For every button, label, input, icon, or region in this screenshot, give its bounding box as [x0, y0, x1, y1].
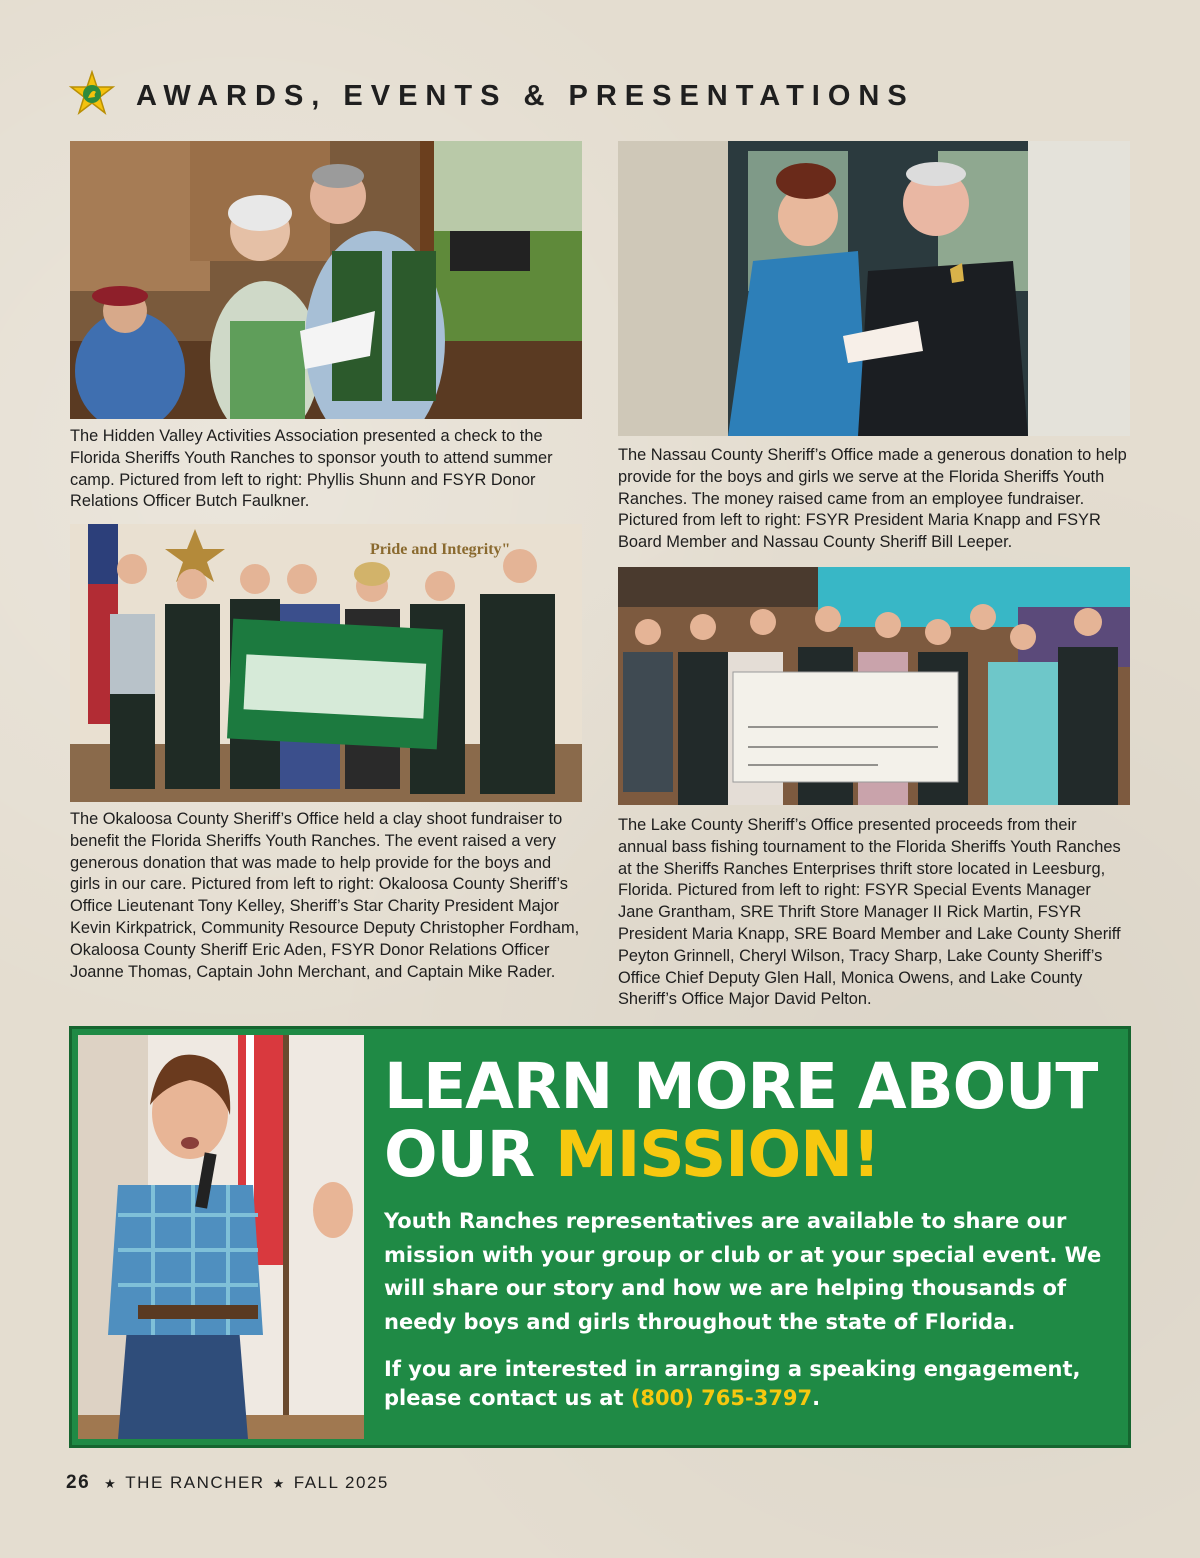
okaloosa-photo: [70, 524, 582, 802]
page-number: 26: [66, 1472, 91, 1493]
contact-prefix: If you are interested in arranging a speaking engagement, please contact us at: [384, 1357, 1081, 1410]
okaloosa-caption: The Okaloosa County Sheriff’s Office held a clay shoot fundraiser to benefit the Florida Sheriffs Youth Ranches. The event raised a very generous donation that was made to help provide for the boys and girls in our care. Pictured from left to right: Okaloosa County Sheriff’s Office Lieutenant Tony Kelley, Sheriff’s Star Charity President Major Kevin Kirkpatrick, Community Resource Deputy Christopher Fordham, Okaloosa County Sheriff Eric Aden, FSYR Donor Relations Officer Joanne Thomas, Captain John Merchant, and Captain Mike Rader.: [70, 810, 580, 981]
page-header: [66, 70, 915, 120]
banner-heading: [384, 1050, 1124, 1191]
mission-banner: [69, 1026, 1131, 1448]
sheriff-star-logo-icon: [66, 70, 118, 120]
nassau-caption: The Nassau County Sheriff’s Office made a generous donation to help provide for the boys and girls we serve at the Florida Sheriffs Youth Ranches. The money raised came from an employee fundraiser. Pictured from left to right: FSYR President Maria Knapp and FSYR Board Member and Nassau County Sheriff Bill Leeper.: [618, 446, 1127, 552]
heading-accent: MISSION!: [555, 1118, 880, 1191]
banner-body-text: Youth Ranches representatives are available to share our mission with your group or club or at your special event. We will share our story and how we are helping thousands of needy boys and girls throughout the state of Florida.: [384, 1209, 1102, 1334]
heading-line1: LEARN MORE ABOUT: [384, 1050, 1098, 1123]
banner-contact-text: [384, 1355, 1104, 1413]
hidden-valley-photo: [70, 141, 582, 419]
footer-star-icon: ★: [104, 1476, 118, 1491]
lake-caption: The Lake County Sheriff’s Office presented proceeds from their annual bass fishing tournament to the Florida Sheriffs Youth Ranches at the Sheriffs Ranches Enterprises thrift store located in Leesburg, Florida. Pictured from left to right: FSYR Special Events Manager Jane Grantham, SRE Thrift Store Manager II Rick Martin, FSYR President Maria Knapp, SRE Board Member and Lake County Sheriff Peyton Grinnell, Cheryl Wilson, Tracy Sharp, Lake County Sheriff’s Office Chief Deputy Glen Hall, Monica Owens, and Lake County Sheriff’s Office Major David Pelton.: [618, 816, 1121, 1009]
svg-text:Pride and Integrity": Pride and Integrity": [370, 541, 511, 558]
speaker-photo: [78, 1035, 364, 1439]
phone-number[interactable]: (800) 765-3797: [630, 1386, 813, 1410]
issue-name: FALL 2025: [293, 1473, 389, 1492]
contact-suffix: .: [812, 1386, 821, 1410]
lake-photo: [618, 567, 1130, 805]
publication-name: THE RANCHER: [125, 1473, 265, 1492]
heading-line2-prefix: OUR: [384, 1118, 556, 1191]
hidden-valley-caption: The Hidden Valley Activities Association presented a check to the Florida Sheriffs Youth Ranches to sponsor youth to attend summer camp. Pictured from left to right: Phyllis Shunn and FSYR Donor Relations Officer Butch Faulkner.: [70, 427, 553, 511]
page-footer: [66, 1472, 389, 1494]
nassau-photo: [618, 141, 1130, 436]
footer-star-icon: ★: [272, 1476, 286, 1491]
section-title: AWARDS, EVENTS & PRESENTATIONS: [136, 80, 915, 112]
